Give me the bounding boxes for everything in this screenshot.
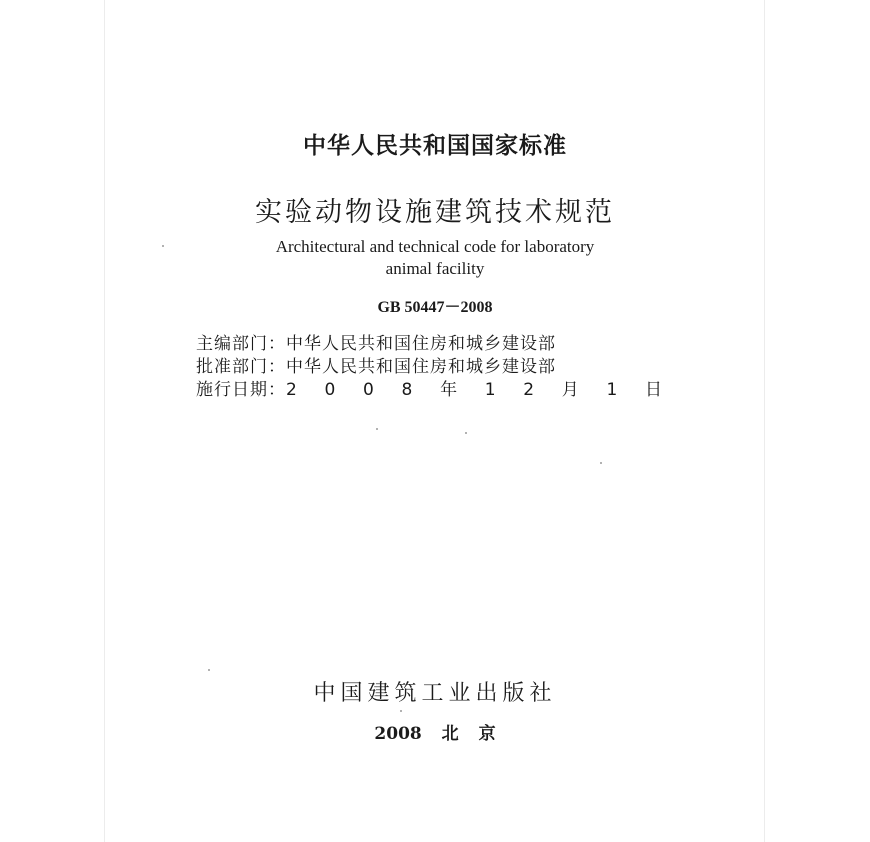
date-char: 2: [523, 380, 535, 400]
date-char: 0: [324, 380, 336, 400]
scan-speck: [600, 462, 602, 464]
date-char: 年: [440, 380, 458, 400]
editor-row: [196, 333, 696, 356]
publisher-name: 中国建筑工业出版社: [313, 681, 557, 706]
document-title-english-line1: Architectural and technical code for laboratory: [275, 237, 595, 256]
approver-label: 批准部门：: [196, 357, 286, 377]
standard-code: GB 50447－2008: [377, 299, 493, 316]
editor-value: 中华人民共和国住房和城乡建设部: [286, 334, 556, 354]
date-char: 1: [606, 380, 618, 400]
effective-date-row: [196, 379, 696, 402]
national-standard-header: 中华人民共和国国家标准: [303, 133, 567, 159]
editor-label: 主编部门：: [196, 334, 286, 354]
document-title-english-line2: animal facility: [385, 259, 485, 278]
scan-speck: [208, 669, 210, 671]
date-char: 8: [401, 380, 413, 400]
scan-speck: [162, 245, 164, 247]
date-char: 2: [286, 380, 297, 400]
approver-row: [196, 356, 696, 379]
document-info-block: [196, 333, 696, 402]
document-title-chinese: 实验动物设施建筑技术规范: [255, 197, 615, 228]
publish-year-place: 2008 北 京: [374, 724, 496, 744]
date-char: 日: [644, 380, 662, 400]
scan-speck: [376, 428, 378, 430]
scan-speck: [465, 432, 467, 434]
scan-speck: [400, 710, 402, 712]
effective-date-label: 施行日期：: [196, 380, 286, 400]
date-char: 0: [363, 380, 374, 400]
approver-value: 中华人民共和国住房和城乡建设部: [286, 357, 556, 377]
date-char: 1: [484, 380, 496, 400]
date-char: 月: [561, 380, 579, 400]
effective-date-value: [286, 379, 662, 402]
